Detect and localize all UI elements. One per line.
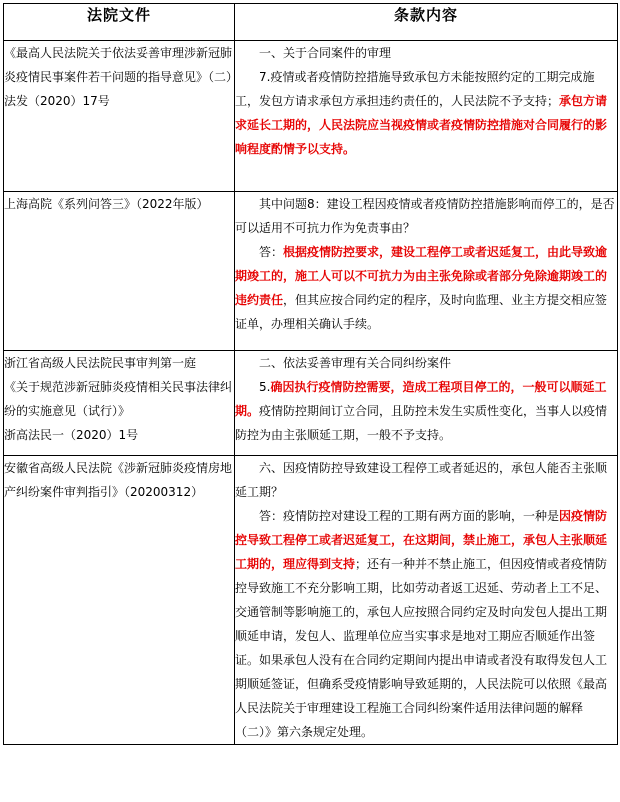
answer-tail: ；还有一种并不禁止施工，但因疫情或者疫情防控导致施工不充分影响工期，比如劳动者返工迟延、劳动者上工不足、交通管制等影响施工的，承包人应按照合同约定及时向发包人提出工期顺延申请，发包人、监理单位应当实事求是地对工期应否顺延作出签证。如果承包人没有在合同约定期间内提出申请或者没有取得发包人工期顺延签证，但确系受疫情影响导致延期的，人民法院可以依照《最高人民法院关于审理建设工程施工合同纠纷案件适用法律问题的解释（二）》第六条规定处理。: [235, 557, 608, 739]
answer-lead: 答：: [259, 245, 284, 259]
clause-highlight: 承包方请求延长工期的，人民法院应当视疫情或者疫情防控措施对合同履行的影响程度酌情予以支持。: [235, 94, 608, 156]
clause-highlight: 确因执行疫情防控需要，造成工程项目停工的，一般可以顺延工期。: [235, 380, 607, 418]
court-document-cell: [4, 41, 239, 192]
clause-paragraph: [235, 65, 617, 161]
court-document-cell: [4, 456, 235, 745]
clause-text: 疫情防控期间订立合同，且防控未发生实质性变化，当事人以疫情防控为由主张顺延工期，一般不予支持。: [235, 404, 608, 442]
document-title: 上海高院《系列问答三》（2022年版）: [4, 197, 209, 211]
clause-text: 7.疫情或者疫情防控措施导致承包方未能按照约定的工期完成施工，发包方请求承包方承担违约责任的，人民法院不予支持；: [235, 70, 595, 108]
table-header-row: [4, 4, 618, 41]
clause-table: [3, 3, 618, 745]
clause-highlight: 因疫情防控导致工程停工或者迟延复工，在这期间，禁止施工，承包人主张顺延工期的，理应得到支持: [235, 509, 608, 571]
document-court: 浙江省高级人民法院民事审判第一庭: [4, 356, 197, 370]
document-title: 安徽省高级人民法院《涉新冠肺炎疫情房地产纠纷案件审判指引》（20200312）: [4, 461, 233, 499]
table-row: [4, 192, 618, 351]
clause-heading: 一、关于合同案件的审理: [259, 46, 392, 60]
document-title: 《最高人民法院关于依法妥善审理涉新冠肺炎疫情民事案件若干问题的指导意见》（二）: [4, 46, 239, 84]
answer-lead: 答：疫情防控对建设工程的工期有两方面的影响，一种是: [259, 509, 560, 523]
clause-question: 六、因疫情防控导致建设工程停工或者延迟的，承包人能否主张顺延工期？: [235, 461, 608, 499]
answer-tail: ，但其应按合同约定的程序，及时向监理、业主方提交相应签证单，办理相关确认手续。: [235, 293, 608, 331]
clause-number: 5.: [259, 380, 271, 394]
header-court-document: 法院文件: [4, 4, 235, 41]
clause-content-cell: [235, 456, 618, 745]
clause-content-cell: [235, 192, 618, 351]
clause-paragraph: [235, 375, 617, 447]
document-number: 浙高法民一（2020）1号: [4, 428, 139, 442]
table-row: [4, 351, 618, 456]
clause-content-cell: [235, 41, 618, 192]
table-row: [4, 41, 618, 192]
header-clause-content: 条款内容: [235, 4, 618, 41]
clause-content-cell: [235, 351, 618, 456]
clause-highlight: 根据疫情防控要求，建设工程停工或者迟延复工，由此导致逾期竣工的，施工人可以不可抗力为由主张免除或者部分免除逾期竣工的违约责任: [235, 245, 608, 307]
clause-heading: 二、依法妥善审理有关合同纠纷案件: [259, 356, 452, 370]
court-document-cell: [4, 351, 235, 456]
clause-answer: [235, 240, 617, 336]
clause-question: 其中问题8：建设工程因疫情或者疫情防控措施影响而停工的，是否可以适用不可抗力作为免责事由？: [235, 197, 615, 235]
table-row: [4, 456, 618, 745]
clause-answer: [235, 504, 617, 744]
document-title: 《关于规范涉新冠肺炎疫情相关民事法律纠纷的实施意见（试行）》: [4, 380, 233, 418]
document-number: 法发（2020）17号: [4, 94, 110, 108]
court-document-cell: [4, 192, 235, 351]
